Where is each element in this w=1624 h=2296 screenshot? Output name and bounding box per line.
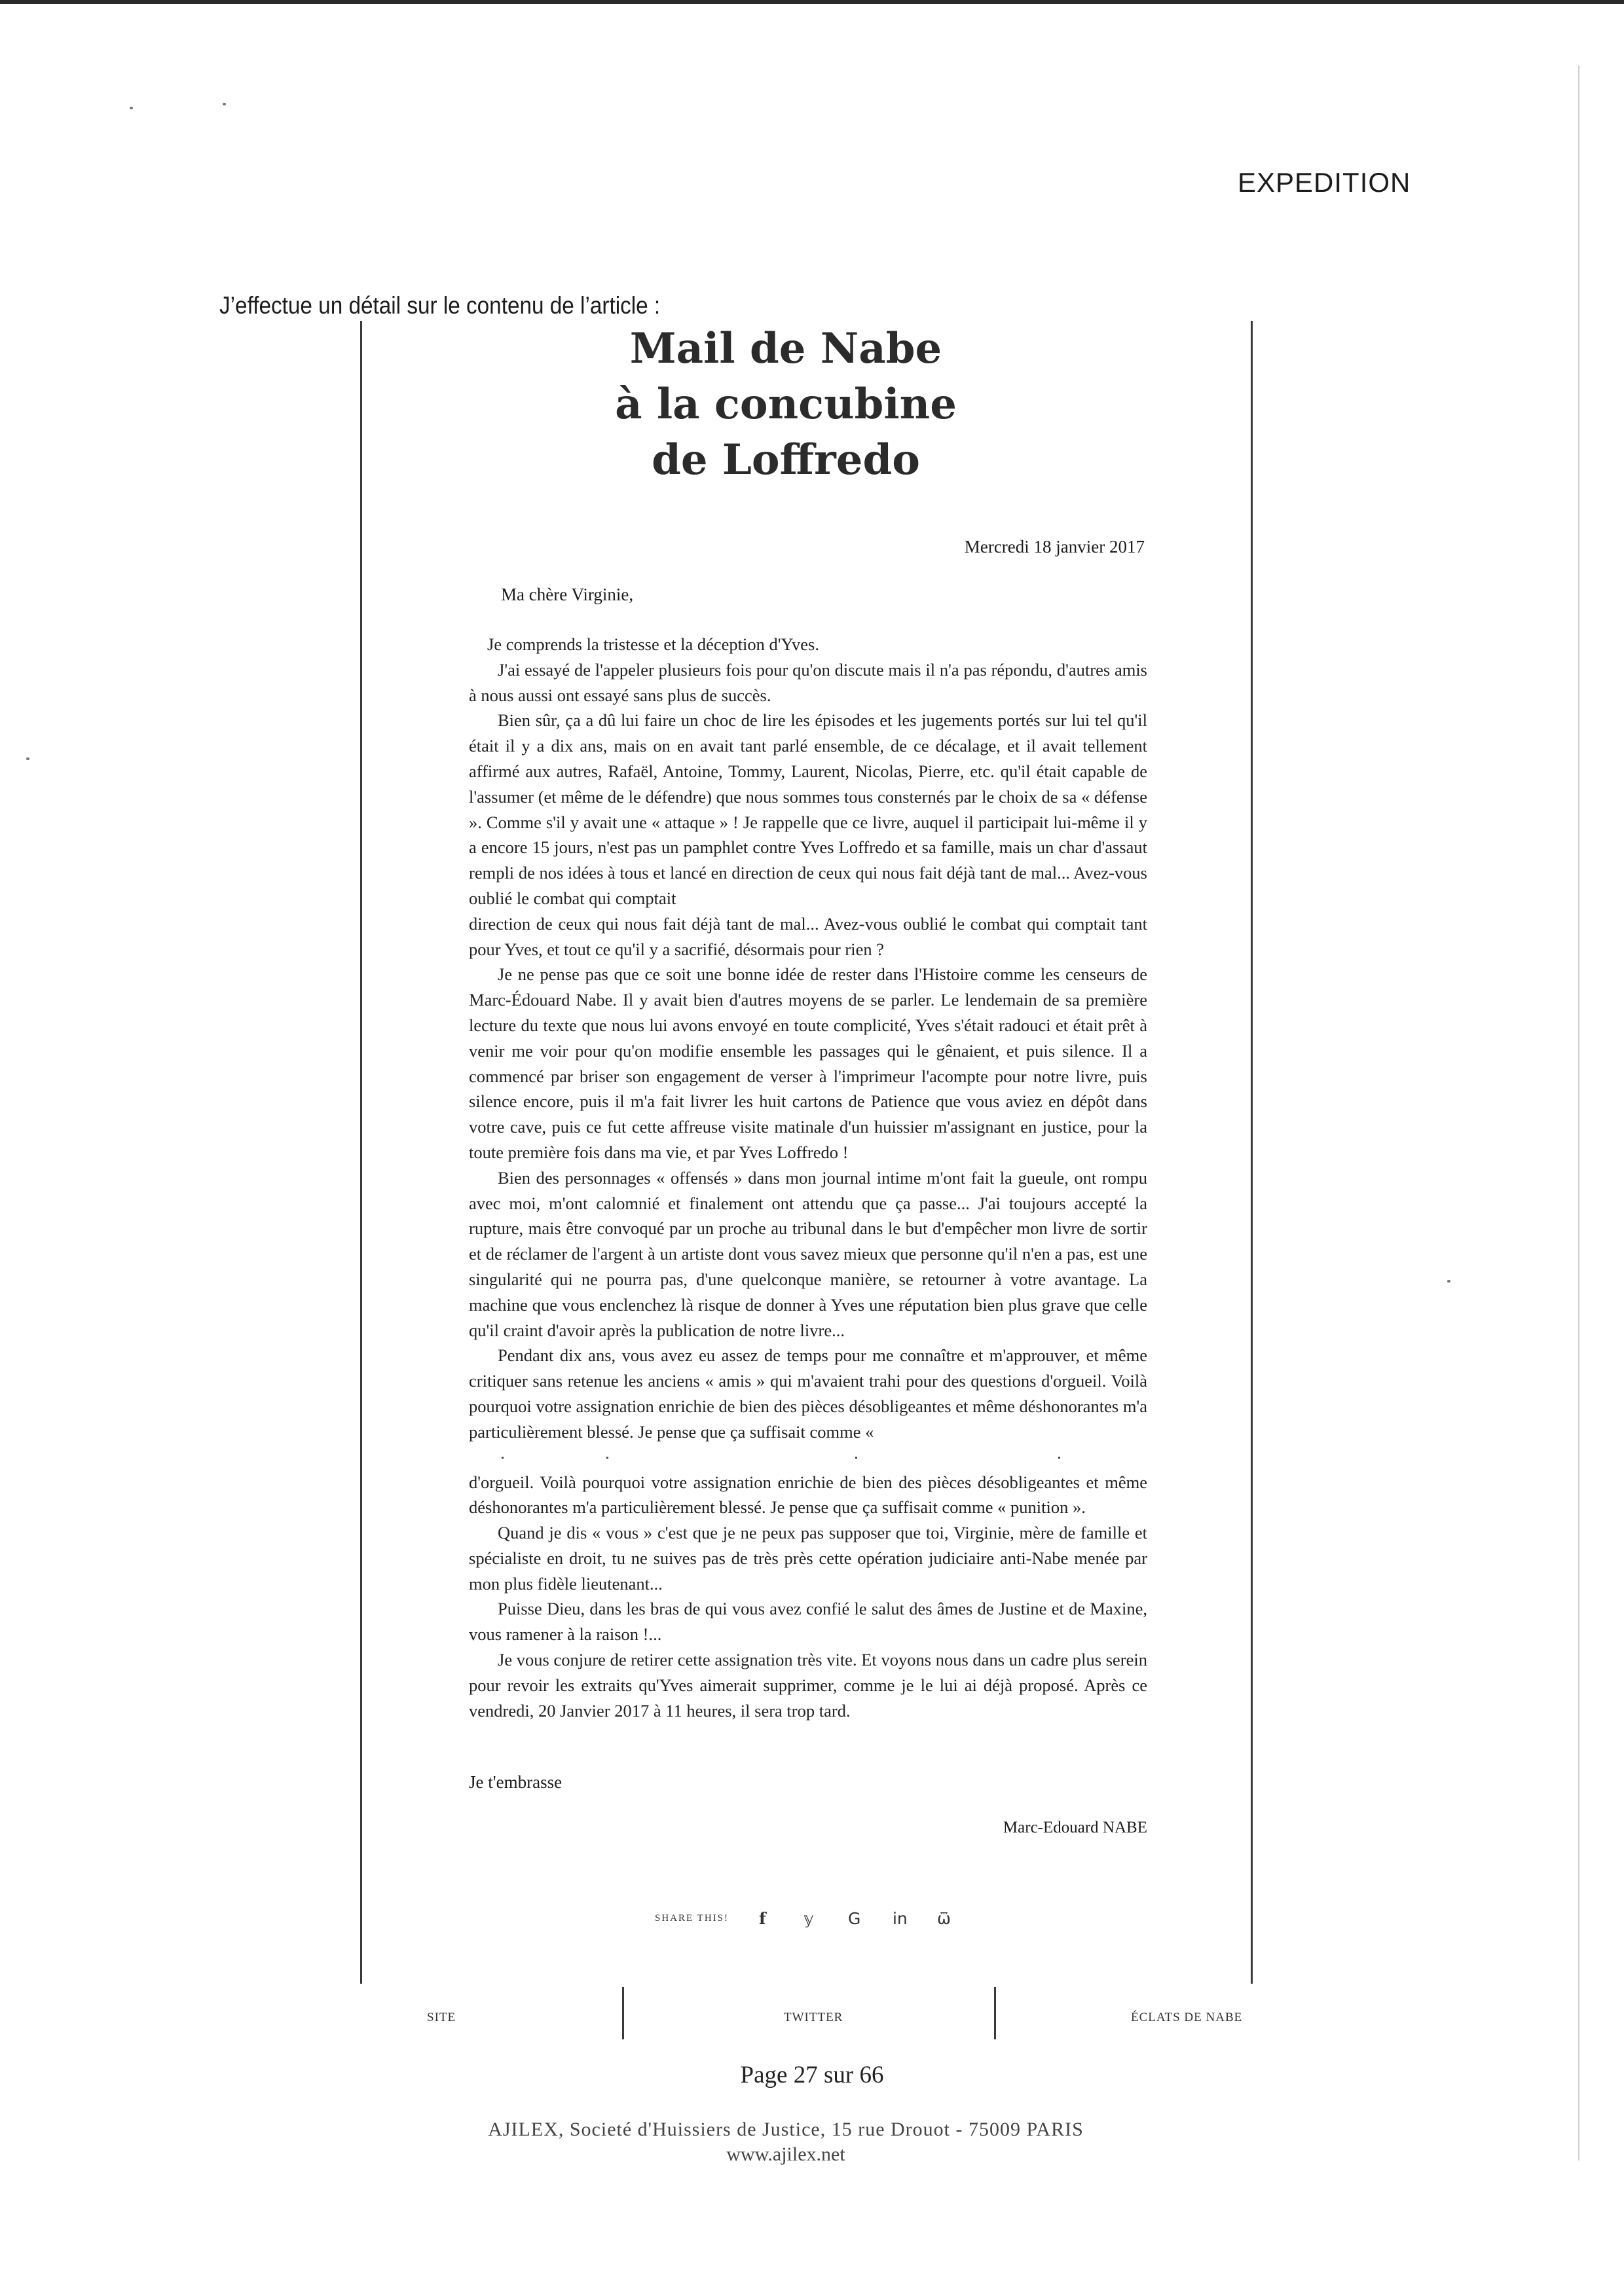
share-bar [655, 1905, 982, 1931]
scan-speck [26, 757, 29, 760]
scan-speck [223, 103, 226, 105]
share-label: SHARE THIS! [655, 1912, 729, 1923]
right-column-rule [1251, 321, 1253, 1984]
reddit-icon[interactable]: ѿ [936, 1908, 951, 1928]
bailiff-intro-text: J’effectue un détail sur le contenu de l’article : [219, 292, 661, 319]
bailiff-website: www.ajilex.net [726, 2143, 845, 2165]
expedition-stamp: EXPEDITION [1238, 167, 1411, 198]
letter-paragraph: Je comprends la tristesse et la déception d'Yves. [487, 634, 819, 654]
title-line-1: Mail de Nabe [629, 324, 942, 373]
letter-paragraph: Quand je dis « vous » c'est que je ne peux pas supposer que toi, Virginie, mère de famille et spécialiste en droit, tu ne suives pas de très près cette opération judiciaire anti-Nabe menée par mon plus fidèle lieutenant... [469, 1523, 1147, 1594]
letter-closing: Je t'embrasse [469, 1772, 563, 1792]
scan-top-border [0, 0, 1624, 4]
letter-signature: Marc-Edouard NABE [1003, 1819, 1147, 1836]
letter-paragraph: Bien sûr, ça a dû lui faire un choc de lire les épisodes et les jugements portés sur lui tel qu'il était il y a dix ans, mais on en avait tant parlé ensemble, de ce décalage, et il avait tellement affirmé aux autres, Rafaël, Antoine, Tommy, Laurent, Nicolas, Pierre, etc. qu'il était capable de l'assumer (et même de le défendre) que nous sommes tous consternés par le choix de sa « défense ». Comme s'il y avait une « attaque » ! Je rappelle que ce livre, auquel il participait lui-même il y a encore 15 jours, n'est pas un pamphlet contre Yves Loffredo et sa famille, mais un char d'assaut rempli de nos idées à tous et lancé en direction de ceux qui nous fait déjà tant de mal... Avez-vous oublié le combat qui comptait [469, 710, 1147, 908]
letter-salutation: Ma chère Virginie, [501, 585, 634, 604]
title-line-2: à la concubine [615, 380, 957, 429]
title-line-3: de Loffredo [652, 435, 920, 484]
bailiff-company: AJILEX, Societé d'Huissiers de Justice, 15 rue Drouot - 75009 PARIS [488, 2119, 1084, 2140]
footer-link-eclats-de-nabe[interactable]: ÉCLATS DE NABE [1131, 2011, 1243, 2024]
footer-link-site[interactable]: SITE [427, 2011, 456, 2024]
letter-paragraph: Bien des personnages « offensés » dans mon journal intime m'ont fait la gueule, ont rompu avec moi, m'ont calomnié et finalement ont attendu que ça passe... J'ai toujours accepté la rupture, mais être convoqué par un proche au tribunal dans le but d'empêcher mon livre de sortir et de réclamer de l'argent à un artiste dont vous savez mieux que personne qu'il n'en a pas, est une singularité qui ne pourra pas, d'une quelconque manière, se retourner à votre avantage. La machine que vous enclenchez là risque de donner à Yves une réputation bien plus grave que celle qu'il craint d'avoir après la publication de notre livre... [469, 1167, 1147, 1340]
google-plus-icon[interactable]: G [847, 1908, 861, 1928]
letter-date: Mercredi 18 janvier 2017 [964, 537, 1145, 556]
scan-edge [1578, 65, 1579, 2160]
scan-speck [1447, 1280, 1450, 1283]
footer-divider [622, 1987, 624, 2039]
footer-divider [994, 1987, 996, 2039]
scan-speck [130, 107, 133, 109]
letter-paragraph-repeat: direction de ceux qui nous fait déjà tant de mal... Avez-vous oublié le combat qui comptait tant pour Yves, et tout ce qu'il y a sacrifié, désormais pour rien ? [469, 913, 1147, 959]
twitter-icon[interactable]: 𝕪 [803, 1908, 814, 1928]
left-column-rule [360, 321, 362, 1984]
letter-paragraph: Je vous conjure de retirer cette assignation très vite. Et voyons nous dans un cadre plus serein pour revoir les extraits qu'Yves aimerait supprimer, comme je le lui ai déjà proposé. Après ce vendredi, 20 Janvier 2017 à 11 heures, il sera trop tard. [469, 1650, 1147, 1721]
letter-paragraph: Je ne pense pas que ce soit une bonne idée de rester dans l'Histoire comme les censeurs de Marc-Édouard Nabe. Il y avait bien d'autres moyens de se parler. Le lendemain de sa première lecture du texte que nous lui avons envoyé en toute complicité, Yves s'était radouci et était prêt à venir me voir pour qu'on modifie ensemble les passages qui le gênaient, et puis silence. Il a commencé par briser son engagement de verser à l'imprimeur l'acompte pour notre livre, puis silence encore, puis il m'a fait livrer les huit cartons de Patience que vous aviez en dépôt dans votre cave, puis ce fut cette affreuse visite matinale d'un huissier m'assignant en justice, pour la toute première fois dans ma vie, et par Yves Loffredo ! [469, 964, 1147, 1162]
facebook-icon[interactable]: f [758, 1908, 766, 1928]
letter-paragraph: Pendant dix ans, vous avez eu assez de temps pour me connaître et m'approuver, et même critiquer sans retenue les anciens « amis » qui m'avaient trahi pour des questions d'orgueil. Voilà pourquoi votre assignation enrichie de bien des pièces désobligeantes et même déshonorantes m'a particulièrement blessé. Je pense que ça suffisait comme « [469, 1345, 1147, 1442]
page-number: Page 27 sur 66 [740, 2062, 884, 2088]
page-break-artifact [469, 1445, 1147, 1470]
footer-link-twitter[interactable]: TWITTER [784, 2011, 843, 2024]
letter-paragraph: J'ai essayé de l'appeler plusieurs fois pour qu'on discute mais il n'a pas répondu, d'autres amis à nous aussi ont essayé sans plus de succès. [469, 659, 1147, 705]
letter-paragraph: Puisse Dieu, dans les bras de qui vous avez confié le salut des âmes de Justine et de Maxine, vous ramener à la raison !... [469, 1599, 1147, 1645]
letter-body [469, 632, 1147, 1723]
letter-paragraph-repeat: d'orgueil. Voilà pourquoi votre assignation enrichie de bien des pièces désobligeantes et même déshonorantes m'a particulièrement blessé. Je pense que ça suffisait comme « punition ». [469, 1472, 1147, 1518]
article-title [458, 321, 1113, 488]
linkedin-icon[interactable]: in [892, 1908, 908, 1928]
